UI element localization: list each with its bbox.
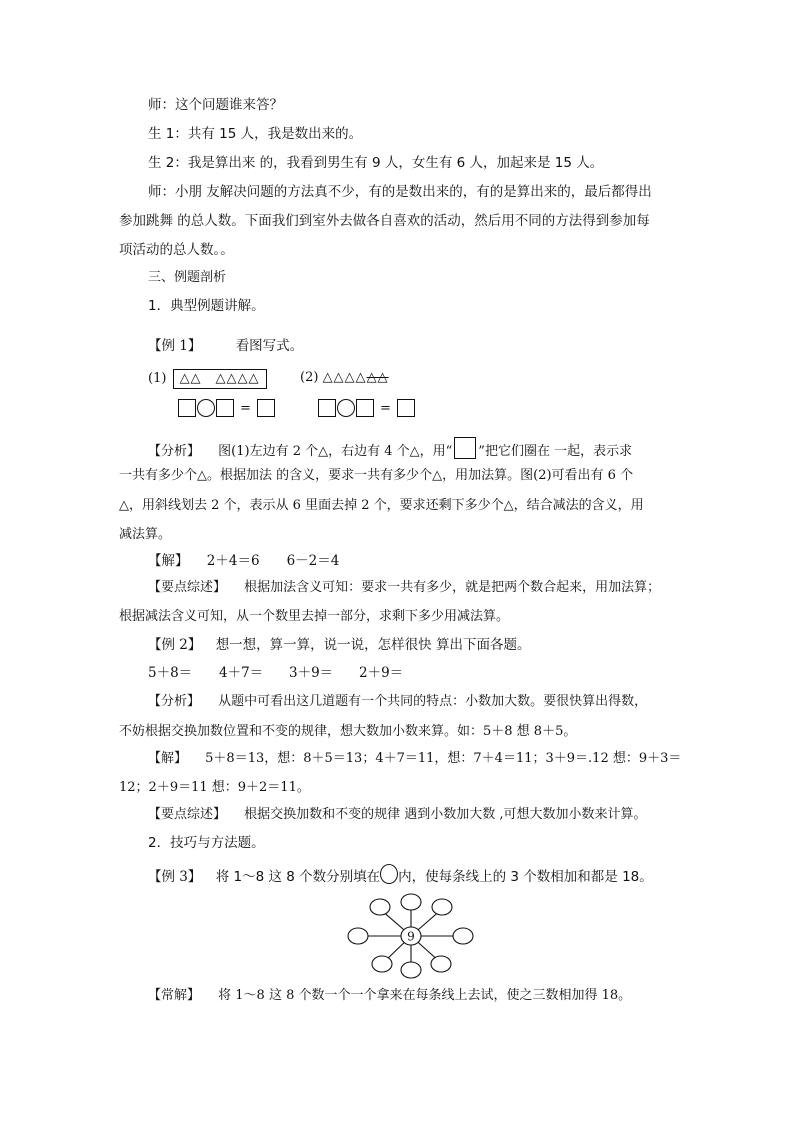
example2-analysis-line1 [148,693,647,711]
example2-problem-3: 3＋9＝ [289,665,334,681]
operator-circle[interactable] [337,399,355,417]
solution-tag: 【解】 [148,751,188,766]
operator-circle[interactable] [197,399,215,417]
answer-box[interactable] [356,399,374,417]
enclosure-box-icon [454,437,476,459]
blank-circle-icon [380,864,398,884]
example3-method [148,987,631,1005]
example2-problem-2: 4＋7＝ [219,665,264,681]
example1-prompt: 看图写式。 [235,338,304,354]
teacher-comment-line3: 项活动的总人数。。 [119,242,234,258]
method-tag: 【常解】 [148,988,201,1003]
answer-box[interactable] [216,399,234,417]
example1-solution [148,552,339,570]
subsection-heading-2: 2．技巧与方法题。 [148,835,265,851]
analysis-text: ”把它们圈在 一起，表示求 [478,444,633,459]
example1-analysis-line2: 一共有多少个△。根据加法 的含义，要求一共有多少个△，用加法算。图(2)可看出有 6 个 [119,468,634,483]
answer-box[interactable] [178,399,196,417]
outer-blank-circle [432,899,452,915]
figure2-triangles: △△△△ [322,370,367,385]
summary-text: 根据交换加数和不变的规律 遇到小数加大数 ,可想大数加小数来计算。 [244,807,647,822]
section-heading-3: 三、例题剖析 [148,270,227,285]
example2-solution-line2: 12；2＋9＝11 想：9＋2＝11。 [119,780,310,795]
summary-text: 根据加法含义可知：要求一共有多少，就是把两个数合起来，用加法算； [244,580,661,595]
equation-blank-1 [178,399,275,417]
analysis-text: 图(1)左边有 2 个△，右边有 4 个△，用“ [218,444,453,459]
example1-analysis-line4: 减法算。 [119,527,172,542]
example2-problem-1: 5＋8＝ [148,665,193,681]
figure2-label: (2) [300,370,319,385]
outer-blank-circle [401,962,421,978]
example3-tag: 【例 3】 [148,869,202,885]
solution-text: 2＋4＝6 6－2＝4 [206,553,340,569]
outer-blank-circle [431,956,451,972]
center-number: 9 [407,929,415,944]
student1-answer: 生 1：共有 15 人，我是数出来的。 [148,126,363,142]
example2-summary [148,806,647,824]
outer-blank-circle [453,928,473,944]
example1-summary-line1 [148,579,660,597]
method-text: 将 1～8 这 8 个数一个一个拿来在每条线上去试，使之三数相加得 18。 [218,988,632,1003]
solution-text: 5＋8＝13，想：8＋5＝13；4＋7＝11，想：7＋4＝11；3＋9＝.12 想：9＋3＝ [205,751,682,766]
example2-heading [148,636,530,654]
example3-prompt-a: 将 1～8 这 8 个数分别填在 [215,869,381,885]
example3-prompt-b: 内，使每条线上的 3 个数相加和都是 18。 [398,869,653,885]
summary-tag: 【要点综述】 [148,807,227,822]
solution-tag: 【解】 [148,553,189,569]
teacher-comment-line1: 师：小朋 友解决问题的方法真不少，有的是数出来的，有的是算出来的，最后都得出 [148,184,652,200]
student2-answer: 生 2：我是算出来 的，我看到男生有 9 人，女生有 6 人，加起来是 15 人。 [148,155,604,171]
answer-box[interactable] [397,399,415,417]
teacher-question: 师：这个问题谁来答？ [148,97,283,113]
teacher-comment-line2: 参加跳舞 的总人数。下面我们到室外去做各自喜欢的活动，然后用不同的方法得到参加每 [119,213,650,229]
example3-heading [148,864,653,886]
example1-analysis-line3: △，用斜线划去 2 个，表示从 6 里面去掉 2 个，要求还剩下多少个△，结合减法的含义，用 [119,498,644,513]
analysis-text: 从题中可看出这几道题有一个共同的特点：小数加大数。要很快算出得数， [218,694,648,709]
equals-sign: = [380,400,391,416]
figure1-triangle-group: △△ △△△△ [173,369,267,389]
example1-heading [148,337,303,355]
star-diagram [344,892,484,982]
equation-blank-2 [318,399,415,417]
example2-analysis-line2: 不妨根据交换加数位置和不变的规律，想大数加小数来算。如：5＋8 想 8＋5。 [119,724,577,739]
summary-tag: 【要点综述】 [148,580,227,595]
example2-prompt: 想一想，算一算，说一说，怎样很快 算出下面各题。 [215,637,531,653]
outer-blank-circle [401,894,421,910]
figure2-crossed-triangles: △△ [366,370,389,385]
answer-box[interactable] [257,399,275,417]
figure2 [300,369,389,387]
example2-tag: 【例 2】 [148,637,202,653]
outer-blank-circle [372,956,392,972]
analysis-tag: 【分析】 [148,444,201,459]
equals-sign: = [240,400,251,416]
example2-problem-4: 2＋9＝ [359,665,404,681]
analysis-tag: 【分析】 [148,694,201,709]
example1-tag: 【例 1】 [148,338,202,354]
example1-analysis-line1 [148,437,632,461]
example1-summary-line2: 根据减法含义可知，从一个数里去掉一部分，求剩下多少用减法算。 [119,609,510,624]
example2-solution-line1 [148,750,681,768]
answer-box[interactable] [318,399,336,417]
outer-blank-circle [348,928,368,944]
figure1 [148,369,267,389]
figure1-label: (1) [148,371,167,386]
outer-blank-circle [370,899,390,915]
subsection-heading-1: 1．典型例题讲解。 [148,298,265,314]
